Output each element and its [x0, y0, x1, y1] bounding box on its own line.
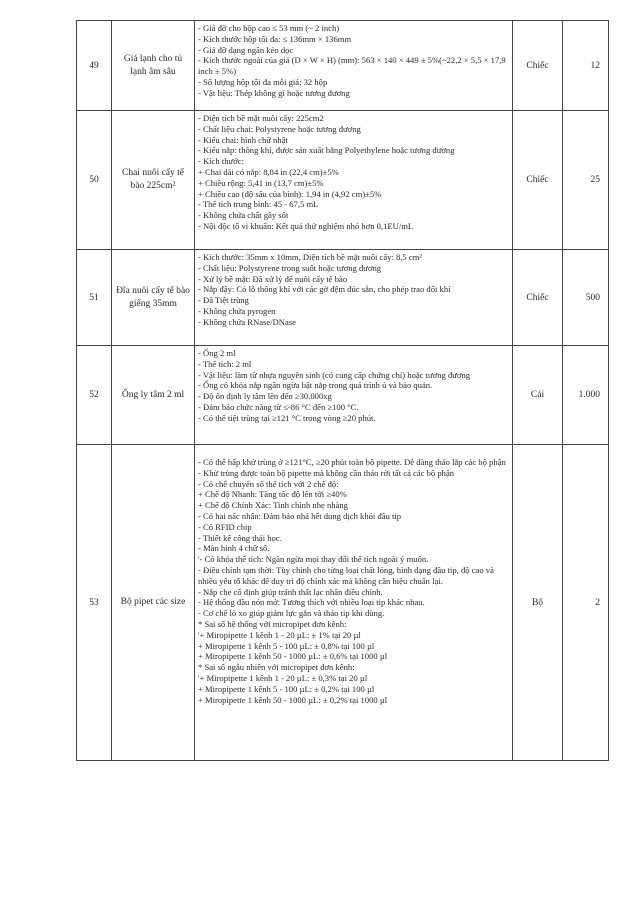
item-specs	[195, 346, 513, 445]
spec-line: '+ Miropipette 1 kênh 1 - 20 µL: ± 1% tại 20 µl	[198, 629, 361, 640]
spec-line: + Chiều cao (độ sâu của bình): 1,94 in (4,92 cm)±5%	[198, 188, 382, 199]
spec-line: - Chất liệu: Polystyrene trong suốt hoặc tương đương	[198, 262, 382, 273]
spec-line: + Chai dài có nắp: 8,84 in (22,4 cm)±5%	[198, 166, 339, 177]
table-row	[77, 346, 609, 445]
equipment-spec-table	[76, 20, 609, 761]
spec-line: + Chế độ Nhanh: Tăng tốc độ lên tới ≥40%	[198, 489, 347, 500]
item-name: Ống ly tâm 2 ml	[112, 346, 195, 445]
spec-line: - Giá đỡ dạng ngăn kéo dọc	[198, 44, 294, 55]
spec-line: - Không chứa RNase/DNase	[198, 316, 296, 327]
spec-line: + Miropipette 1 kênh 50 - 1000 µL: ± 0,2% tại 1000 µl	[198, 694, 388, 705]
spec-line: - Cơ chế lò xo giúp giảm lực gắn và tháo tip khi dùng.	[198, 608, 385, 619]
spec-line: - Diện tích bề mặt nuôi cấy: 225cm2	[198, 113, 324, 123]
item-name: Đĩa nuôi cấy tế bào giếng 35mm	[112, 250, 195, 346]
item-unit: Chiếc	[513, 111, 563, 250]
spec-line: - Đã Tiệt trùng	[198, 295, 249, 306]
spec-line: - Có chế chuyển số thể tích với 2 chế độ:	[198, 478, 339, 489]
spec-line: - Nắp đậy: Có lỗ thông khí với các gờ đệm đúc sẵn, cho phép trao đổi khí	[198, 284, 451, 295]
spec-line: - Không chứa chất gây sốt	[198, 210, 289, 221]
row-number: 51	[77, 250, 112, 346]
item-quantity: 25	[563, 111, 609, 250]
table-row	[77, 111, 609, 250]
spec-line: * Sai số hệ thống với micropipet đơn kênh:	[198, 618, 347, 629]
spec-line: - Xử lý bề mặt: Đã xử lý để nuôi cấy tế bào	[198, 273, 348, 284]
spec-line: '- Có khóa thể tích: Ngăn ngừa mọi thay đổi thể tích ngoài ý muốn.	[198, 554, 429, 565]
item-specs	[195, 250, 513, 346]
item-unit: Cái	[513, 346, 563, 445]
spec-line: - Giá đỡ cho hộp cao ≤ 53 mm (~ 2 inch)	[198, 23, 340, 33]
row-number: 50	[77, 111, 112, 250]
item-quantity: 500	[563, 250, 609, 346]
spec-line: - Kích thước ngoài của giá (D × W × H) (mm): 563 × 140 × 449 ± 5%(~22,2 × 5,5 × 17,9 inch ± 5%)	[198, 55, 506, 77]
spec-line: - Số lượng hộp tối đa mỗi giá: 32 hộp	[198, 76, 328, 87]
item-unit: Chiếc	[513, 21, 563, 111]
item-specs	[195, 111, 513, 250]
spec-line: - Đảm bảo chức năng từ ≤-86 °C đến ≥100 °C.	[198, 401, 359, 412]
item-name: Chai nuôi cấy tế bào 225cm²	[112, 111, 195, 250]
row-number: 49	[77, 21, 112, 111]
spec-line: - Độ ổn định ly tâm lên đến ≥30.000xg	[198, 391, 332, 402]
spec-line: + Miropipette 1 kênh 50 - 1000 µL: ± 0,6% tại 1000 µl	[198, 651, 388, 662]
item-name: Giá lạnh cho tủ lạnh âm sâu	[112, 21, 195, 111]
item-name: Bộ pipet các size	[112, 445, 195, 761]
spec-line: - Nắp che cố định giúp tránh thất lạc nhãn điều chỉnh.	[198, 586, 383, 597]
spec-line: + Miropipette 1 kênh 5 - 100 µL: ± 0,2% tại 100 µl	[198, 683, 375, 694]
spec-line: - Màn hình 4 chữ số.	[198, 543, 270, 554]
item-specs	[195, 21, 513, 111]
spec-line: - Hệ thống đầu nón mở: Tương thích với nhiều loại tip khác nhau.	[198, 597, 425, 608]
spec-line: '+ Miropipette 1 kênh 1 - 20 µL: ± 0,3% tại 20 µl	[198, 672, 368, 683]
table-row	[77, 445, 609, 761]
table-row	[77, 21, 609, 111]
spec-line: - Nội độc tố vi khuẩn: Kết quả thử nghiệm nhỏ hơn 0,1EU/mL	[198, 220, 414, 231]
item-quantity: 12	[563, 21, 609, 111]
table-row	[77, 250, 609, 346]
spec-line: - Kiểu chai: hình chữ nhật	[198, 134, 288, 145]
spec-line: - Có hai nấc nhấn: Đảm bảo nhả hết dung dịch khỏi đầu tip	[198, 510, 402, 521]
item-specs	[195, 445, 513, 761]
spec-line: + Miropipette 1 kênh 5 - 100 µL: ± 0,8% tại 100 µl	[198, 640, 375, 651]
spec-line: - Thiết kế công thái học.	[198, 532, 282, 543]
spec-line: - Kích thước:	[198, 156, 244, 167]
spec-line: - Ống 2 ml	[198, 348, 236, 358]
spec-line: - Chất liệu chai: Polystyrene hoặc tương đương	[198, 123, 361, 134]
row-number: 52	[77, 346, 112, 445]
spec-line: - Có thể hấp khử trùng ở ≥121°C, ≥20 phút toàn bộ pipette. Dễ dàng tháo lắp các bộ phận	[198, 457, 506, 467]
spec-line: - Có RFID chip	[198, 521, 252, 532]
spec-line: + Chiều rộng: 5,41 in (13,7 cm)±5%	[198, 177, 324, 188]
spec-line: - Thể tích: 2 ml	[198, 358, 252, 369]
spec-line: - Điều chỉnh tạm thời: Tùy chỉnh cho từng loại chất lỏng, hình dạng đầu tip, độ cao và nhiều yếu tố khác để duy trì độ chính xác mà không cần hiệu chuẩn lại.	[198, 564, 494, 586]
spec-line: - Vật liệu: làm từ nhựa nguyên sinh (có cung cấp chứng chỉ) hoặc tương đương	[198, 369, 471, 380]
spec-line: - Kích thước: 35mm x 10mm, Diện tích bề mặt nuôi cấy: 8,5 cm²	[198, 252, 422, 262]
spec-line: - Khử trùng được toàn bộ pipette mà không cần tháo rời tất cả các bộ phận	[198, 467, 455, 478]
spec-line: * Sai số ngẫu nhiên với micropipet đơn kênh:	[198, 662, 355, 673]
spec-line: - Vật liệu: Thép không gỉ hoặc tương đương	[198, 87, 350, 98]
spec-line: - Kiểu nắp: thông khí, được sản xuất bằng Polyethylene hoặc tương đương	[198, 145, 455, 156]
item-unit: Bộ	[513, 445, 563, 761]
spec-line: - Thể tích trung bình: 45 - 67,5 mL	[198, 199, 319, 210]
item-quantity: 2	[563, 445, 609, 761]
spec-line: - Ống có khóa nắp ngăn ngừa bật nắp trong quá trình ủ và bảo quản.	[198, 380, 433, 391]
spec-line: - Không chứa pyrogen	[198, 305, 276, 316]
item-unit: Chiếc	[513, 250, 563, 346]
row-number: 53	[77, 445, 112, 761]
spec-line: - Kích thước hộp tối đa: ≤ 136mm × 136mm	[198, 33, 352, 44]
spec-line: + Chế độ Chính Xác: Tinh chỉnh nhẹ nhàng	[198, 500, 348, 511]
item-quantity: 1.000	[563, 346, 609, 445]
spec-line: - Có thể tiệt trùng tại ≥121 °C trong vòng ≥20 phút.	[198, 412, 376, 423]
